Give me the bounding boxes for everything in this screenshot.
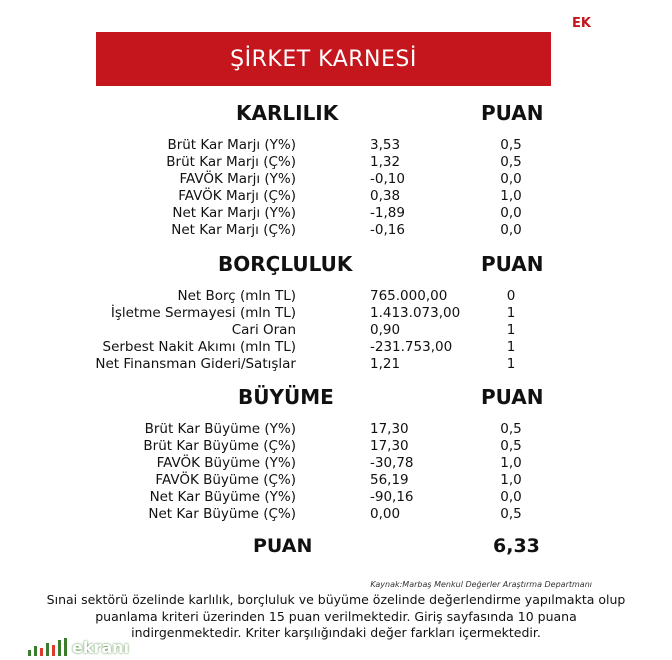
row-label: Net Kar Büyüme (Ç%): [148, 506, 296, 522]
watermark-logo: [26, 634, 129, 660]
row-score: 0,5: [500, 506, 522, 522]
row-score: 0: [506, 288, 516, 304]
table-row: [0, 339, 672, 356]
row-value: 0,38: [370, 188, 401, 204]
row-value: -1,89: [370, 205, 405, 221]
table-row: [0, 137, 672, 154]
row-score: 1,0: [500, 188, 522, 204]
row-value: -30,78: [370, 455, 414, 471]
corner-label: EK: [572, 16, 591, 31]
row-label: Brüt Kar Marjı (Ç%): [166, 154, 296, 170]
row-label: Brüt Kar Marjı (Y%): [167, 137, 296, 153]
row-value: 765.000,00: [370, 288, 448, 304]
table-row: [0, 438, 672, 455]
table-row: [0, 506, 672, 523]
source-note: Kaynak:Marbaş Menkul Değerler Araştırma Departmanı: [370, 580, 592, 589]
table-row: [0, 171, 672, 188]
table-row: [0, 288, 672, 305]
row-label: FAVÖK Marjı (Ç%): [178, 188, 296, 204]
total-label: PUAN: [253, 535, 313, 557]
row-value: 0,00: [370, 506, 401, 522]
row-label: Net Kar Marjı (Y%): [172, 205, 296, 221]
row-label: Cari Oran: [231, 322, 296, 338]
section-title-buyume: BÜYÜME: [238, 385, 334, 409]
row-value: 1.413.073,00: [370, 305, 461, 321]
row-label: FAVÖK Marjı (Y%): [179, 171, 296, 187]
row-score: 0,0: [500, 171, 522, 187]
table-row: [0, 489, 672, 506]
table-row: [0, 472, 672, 489]
row-score: 0,0: [500, 205, 522, 221]
row-score: 1,0: [500, 455, 522, 471]
row-value: 0,90: [370, 322, 401, 338]
row-score: 1: [506, 322, 516, 338]
row-label: Brüt Kar Büyüme (Y%): [144, 421, 296, 437]
section-title-borcluluk: BORÇLULUK: [218, 252, 353, 276]
table-row: [0, 421, 672, 438]
row-score: 0,5: [500, 137, 522, 153]
section-title-karlilik: KARLILIK: [236, 101, 339, 125]
row-label: Brüt Kar Büyüme (Ç%): [143, 438, 296, 454]
row-value: -231.753,00: [370, 339, 453, 355]
table-row: [0, 222, 672, 239]
row-value: 17,30: [370, 438, 409, 454]
row-value: -0,16: [370, 222, 405, 238]
table-row: [0, 322, 672, 339]
table-row: [0, 305, 672, 322]
row-score: 0,0: [500, 222, 522, 238]
row-score: 1: [506, 339, 516, 355]
row-value: -0,10: [370, 171, 405, 187]
row-label: FAVÖK Büyüme (Ç%): [155, 472, 296, 488]
table-row: [0, 356, 672, 373]
row-value: 3,53: [370, 137, 401, 153]
row-score: 0,5: [500, 154, 522, 170]
footnote: Sınai sektörü özelinde karlılık, borçluluk ve büyüme özelinde değerlendirme yapılmakta olup puanlama kriteri üzerinden 15 puan verilmektedir. Giriş sayfasında 10 puana indirgenmektedir. Kriter karşılığındaki değer farkları içermektedir.: [46, 592, 626, 640]
score-header-karlilik: PUAN: [481, 101, 544, 125]
page-title: ŞİRKET KARNESİ: [96, 32, 551, 86]
score-header-buyume: PUAN: [481, 385, 544, 409]
row-label: Serbest Nakit Akımı (mln TL): [102, 339, 296, 355]
row-label: Net Kar Marjı (Ç%): [171, 222, 296, 238]
row-label: Net Kar Büyüme (Y%): [149, 489, 296, 505]
row-value: 17,30: [370, 421, 409, 437]
row-label: Net Borç (mln TL): [177, 288, 296, 304]
row-score: 1,0: [500, 472, 522, 488]
score-header-borcluluk: PUAN: [481, 252, 544, 276]
logo-text: ekranı: [72, 637, 130, 657]
table-row: [0, 205, 672, 222]
row-label: FAVÖK Büyüme (Y%): [156, 455, 296, 471]
row-label: İşletme Sermayesi (mln TL): [110, 305, 296, 321]
row-score: 1: [506, 356, 516, 372]
row-score: 0,5: [500, 421, 522, 437]
row-label: Net Finansman Gideri/Satışlar: [95, 356, 296, 372]
row-value: 56,19: [370, 472, 409, 488]
table-row: [0, 455, 672, 472]
total-score: 6,33: [493, 535, 540, 557]
table-row: [0, 188, 672, 205]
row-score: 0,5: [500, 438, 522, 454]
row-value: 1,21: [370, 356, 401, 372]
row-score: 1: [506, 305, 516, 321]
chart-bars-icon: [26, 636, 72, 658]
table-row: [0, 154, 672, 171]
row-score: 0,0: [500, 489, 522, 505]
row-value: -90,16: [370, 489, 414, 505]
row-value: 1,32: [370, 154, 401, 170]
